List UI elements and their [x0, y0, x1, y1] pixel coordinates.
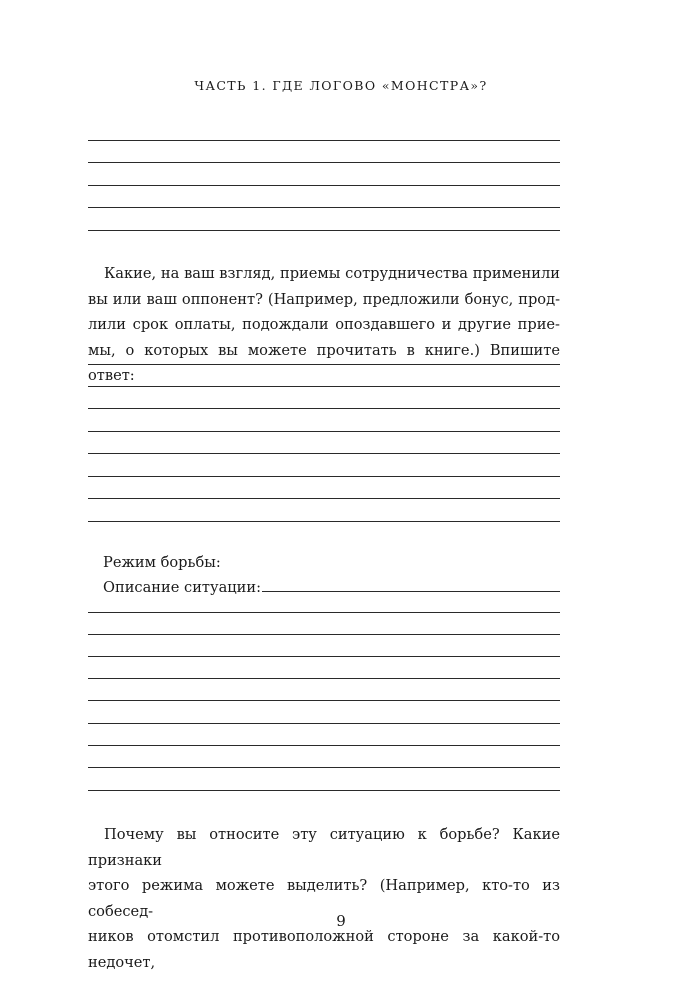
- answer-line[interactable]: [88, 162, 560, 163]
- fight-mode-title: Режим борьбы:: [103, 554, 221, 571]
- situation-description-field[interactable]: [262, 591, 560, 592]
- paragraph-line: этого режима можете выделить? (Например, кто-то из собесед-: [88, 877, 560, 920]
- answer-line[interactable]: [88, 185, 560, 186]
- paragraph-line: лили срок оплаты, подождали опоздавшего и другие прие-: [88, 316, 560, 333]
- answer-line[interactable]: [88, 476, 560, 477]
- answer-line[interactable]: [88, 498, 560, 499]
- answer-line[interactable]: [88, 521, 560, 522]
- answer-line[interactable]: [88, 678, 560, 679]
- answer-line[interactable]: [88, 431, 560, 432]
- answer-line[interactable]: [88, 386, 560, 387]
- answer-line[interactable]: [88, 408, 560, 409]
- answer-line[interactable]: [88, 140, 560, 141]
- running-head: ЧАСТЬ 1. ГДЕ ЛОГОВО «МОНСТРА»?: [194, 78, 488, 93]
- paragraph-line: вы или ваш оппонент? (Например, предложили бонус, прод-: [88, 290, 560, 308]
- answer-line[interactable]: [88, 364, 560, 365]
- paragraph-line: ников отомстил противоположной стороне за какой-то недочет,: [88, 928, 560, 971]
- paragraph-line: Какие, на ваш взгляд, приемы сотрудничества применили: [104, 265, 560, 282]
- answer-line[interactable]: [88, 634, 560, 635]
- answer-line[interactable]: [88, 790, 560, 791]
- page-number: 9: [336, 912, 346, 930]
- answer-line[interactable]: [88, 612, 560, 613]
- answer-line[interactable]: [88, 230, 560, 231]
- answer-line[interactable]: [88, 723, 560, 724]
- question-fight-signs: [88, 822, 560, 975]
- answer-line[interactable]: [88, 207, 560, 208]
- question-cooperation-techniques: [88, 261, 560, 389]
- answer-line[interactable]: [88, 745, 560, 746]
- answer-line[interactable]: [88, 700, 560, 701]
- answer-line[interactable]: [88, 453, 560, 454]
- paragraph-line: Почему вы относите эту ситуацию к борьбе? Какие признаки: [88, 826, 560, 869]
- answer-line[interactable]: [88, 767, 560, 768]
- situation-description-label: Описание ситуации:: [103, 579, 262, 596]
- paragraph-line: мы, о которых вы можете прочитать в книге.) Впишите ответ:: [88, 341, 560, 384]
- answer-line[interactable]: [88, 656, 560, 657]
